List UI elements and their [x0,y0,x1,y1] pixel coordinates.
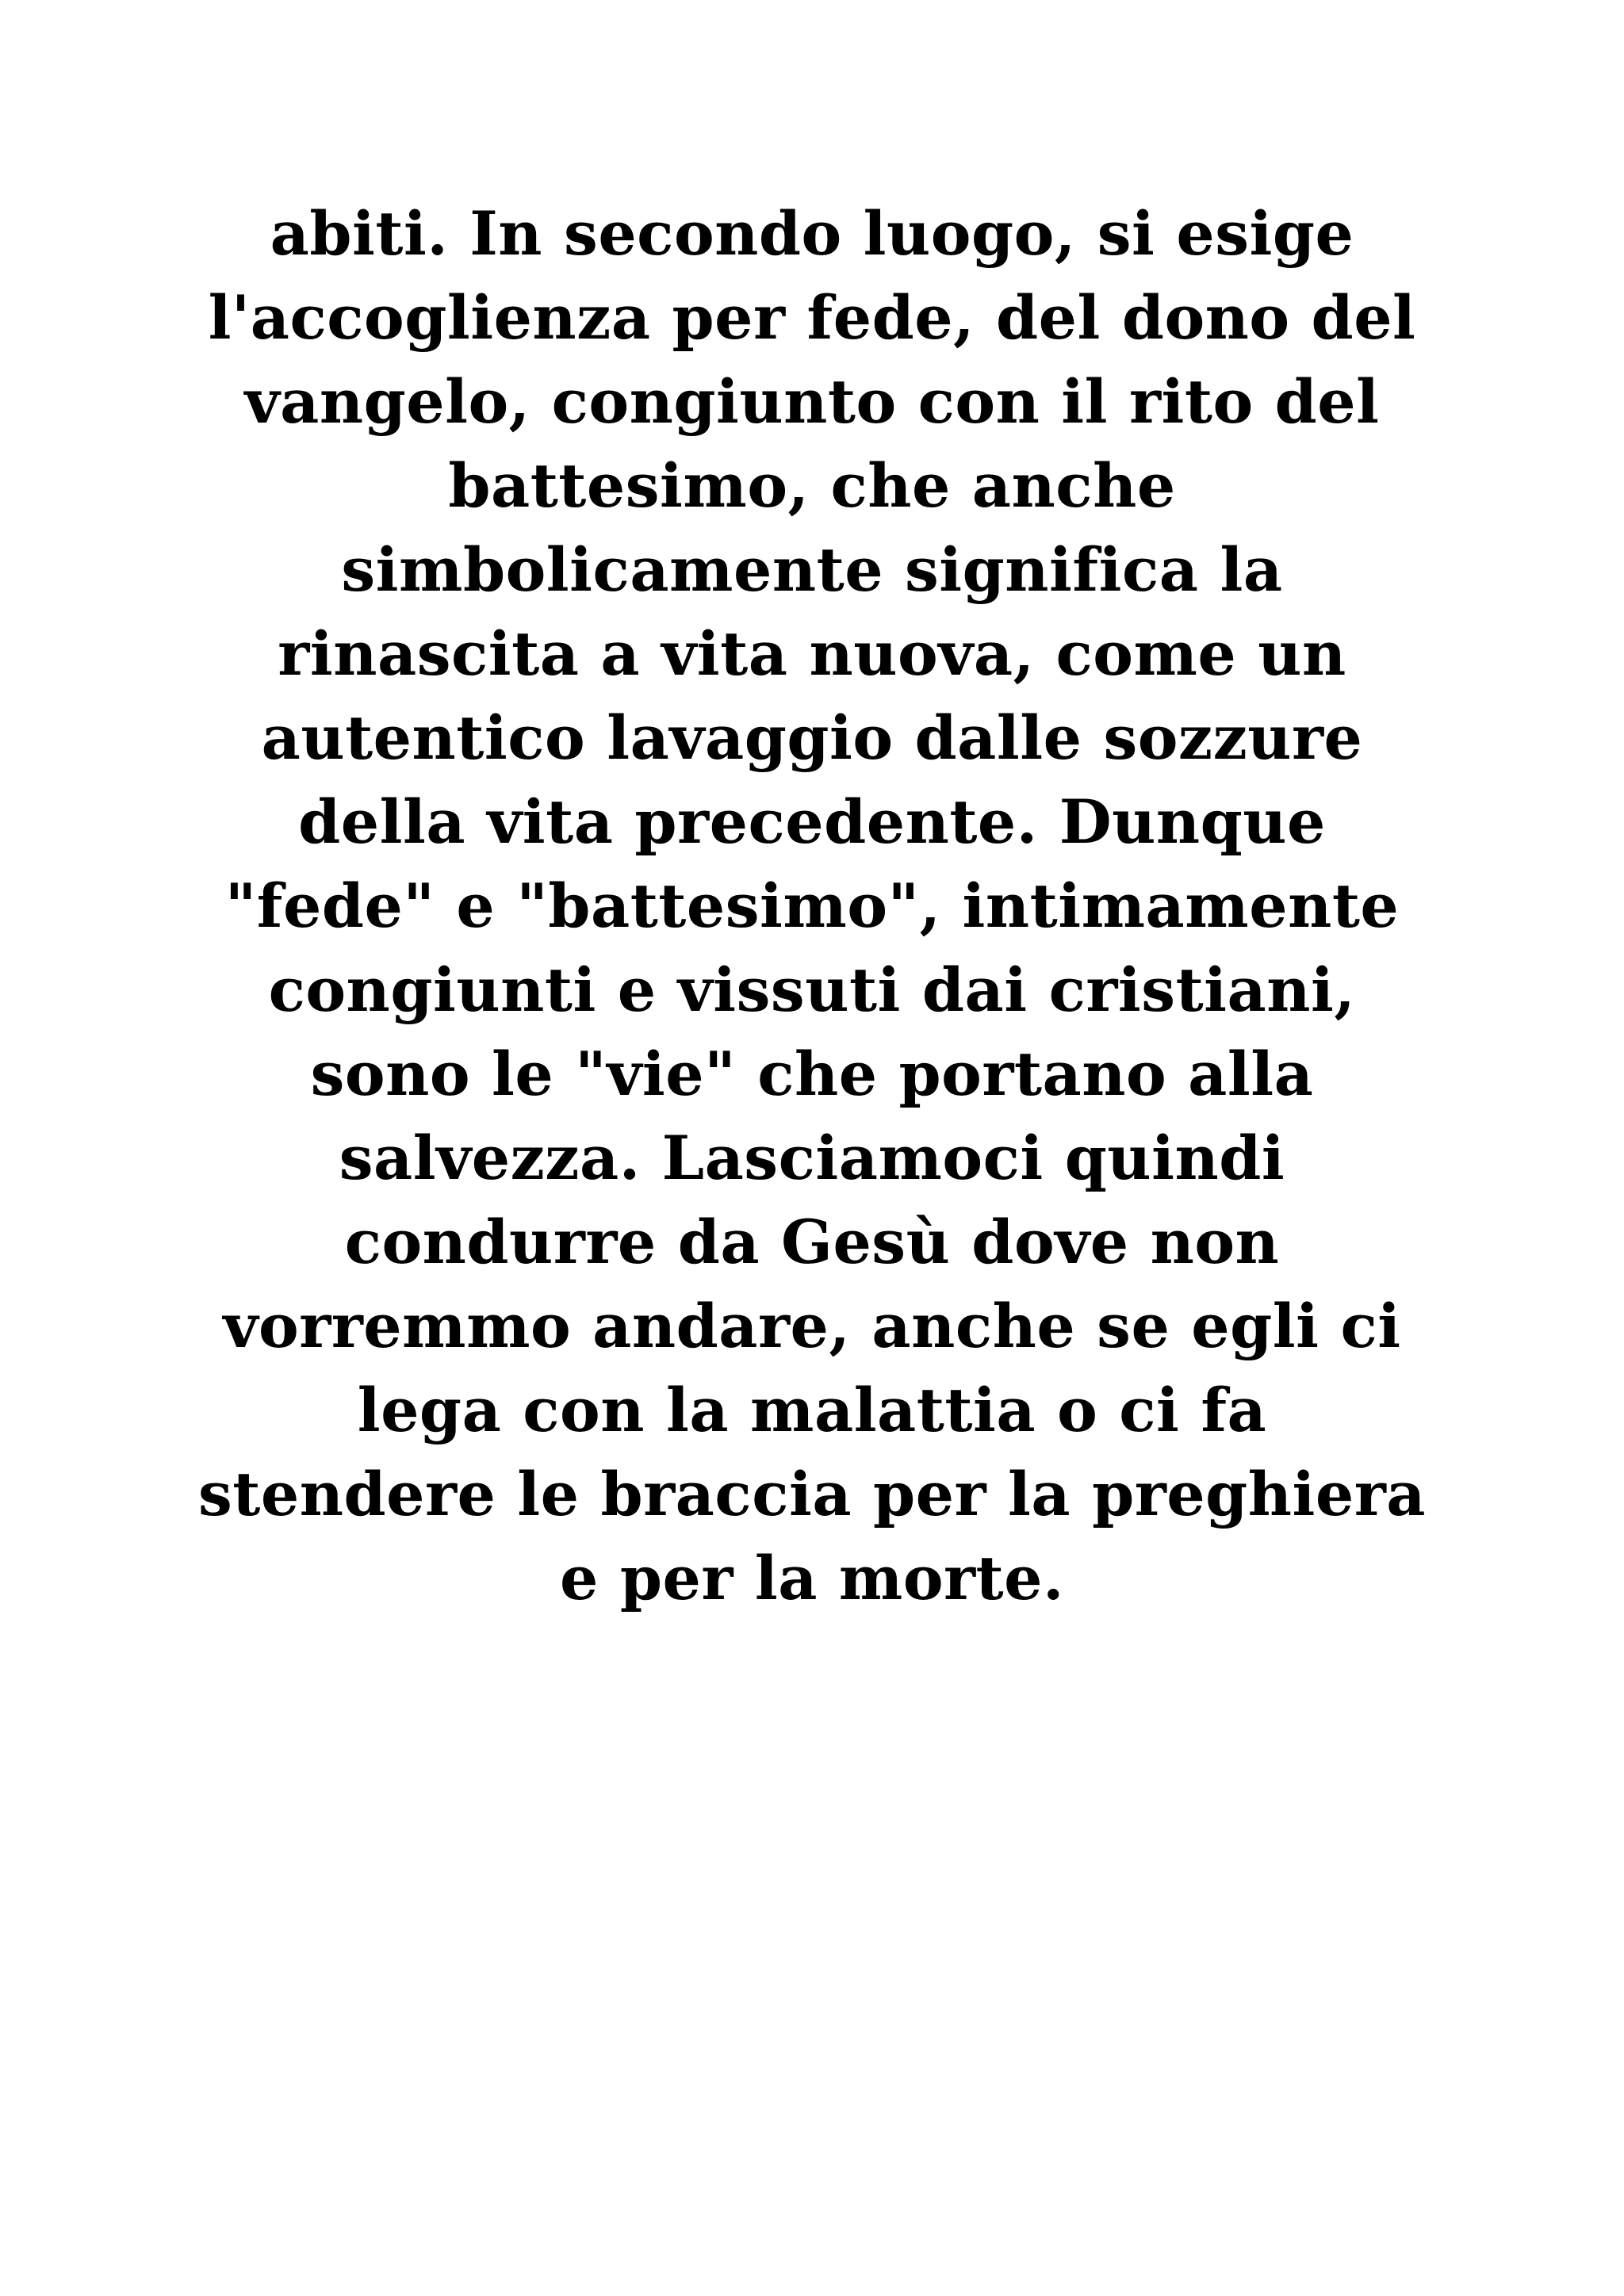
text-line: l'accoglienza per fede, del dono del [208,282,1416,353]
text-line: "fede" e "battesimo", intimamente [224,871,1400,941]
text-line: lega con la malattia o ci fa [357,1375,1267,1445]
text-line: rinascita a vita nuova, come un [278,618,1346,689]
text-line: abiti. In secondo luogo, si esige [270,198,1354,269]
text-line: e per la morte. [560,1543,1064,1613]
text-line: salvezza. Lasciamoci quindi [339,1123,1285,1193]
text-line: simbolicamente significa la [341,534,1283,605]
text-line: autentico lavaggio dalle sozzure [261,702,1363,773]
text-line: della vita precedente. Dunque [298,786,1326,857]
text-line: sono le "vie" che portano alla [310,1039,1314,1109]
text-line: vangelo, congiunto con il rito del [244,366,1380,437]
text-line: vorremmo andare, anche se egli ci [223,1291,1401,1361]
text-line: battesimo, che anche [448,450,1176,521]
body-paragraph [119,192,1505,1621]
text-line: stendere le braccia per la preghiera [197,1459,1427,1529]
text-line: congiunti e vissuti dai cristiani, [268,955,1356,1025]
text-line: condurre da Gesù dove non [344,1207,1280,1277]
